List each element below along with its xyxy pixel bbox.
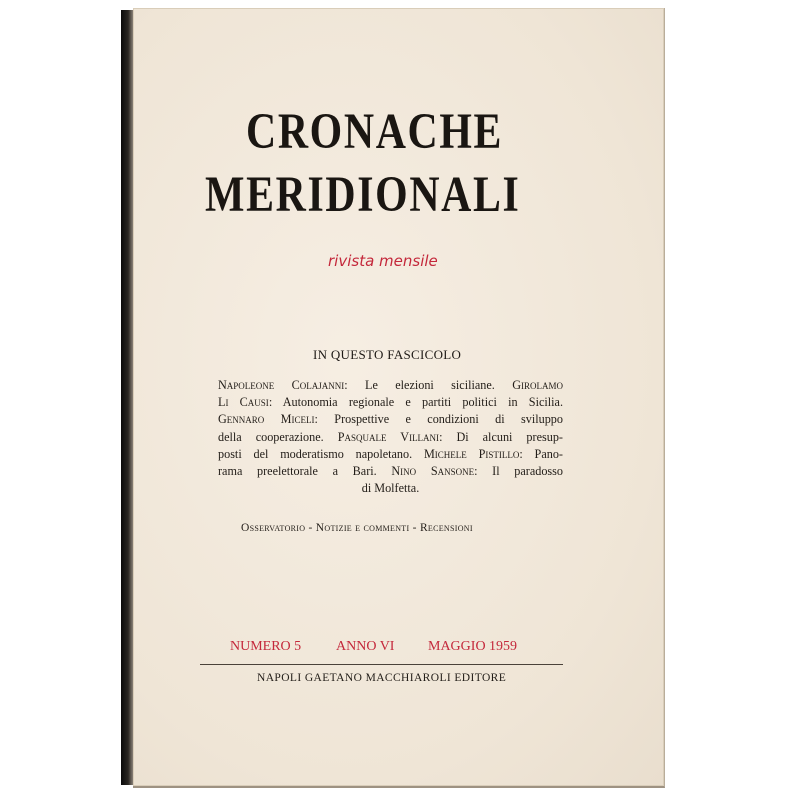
issue-date: MAGGIO 1959 [428, 639, 518, 654]
article-title: della cooperazione. [218, 429, 338, 444]
title-line-2: MERIDIONALI [205, 167, 521, 223]
contents-line [218, 429, 563, 446]
contents-line [218, 480, 563, 497]
article-title: di Molfetta. [361, 481, 420, 496]
contents-line [218, 377, 563, 394]
author-name: Girolamo [512, 378, 563, 392]
title-line-1: CRONACHE [246, 104, 504, 160]
article-title: : Autonomia regionale e partiti politici in Sicilia. [268, 395, 563, 410]
article-title: rama preelettorale a Bari. [218, 464, 392, 479]
article-title: : Prospettive e condizioni di sviluppo [314, 412, 563, 427]
table-of-contents [218, 377, 563, 497]
publisher-line: NAPOLI GAETANO MACCHIAROLI EDITORE [257, 672, 507, 684]
author-name: Pasquale Villani [337, 429, 440, 444]
subtitle: rivista mensile [328, 252, 438, 270]
article-title: : Il paradosso [474, 464, 564, 479]
author-name: Nino Sansone [391, 464, 475, 479]
author-name: Li Causi [218, 395, 269, 410]
contents-line [218, 446, 563, 463]
issue-year: ANNO VI [336, 639, 395, 654]
article-title: : Le elezioni siciliane. [344, 378, 513, 392]
article-title: : Di alcuni presup- [439, 429, 563, 444]
contents-line [218, 463, 563, 480]
sections-line: Osservatorio - Notizie e commenti - Recensioni [241, 522, 473, 534]
author-name: Napoleone Colajanni [218, 378, 345, 392]
contents-heading: IN QUESTO FASCICOLO [313, 347, 462, 362]
contents-line [218, 394, 563, 411]
author-name: Michele Pistillo [423, 446, 520, 461]
spine-shadow [121, 10, 133, 785]
contents-line [218, 411, 563, 428]
issue-number: NUMERO 5 [230, 639, 302, 654]
author-name: Gennaro Miceli [218, 412, 315, 427]
divider-rule [200, 664, 563, 665]
magazine-cover [133, 8, 665, 788]
article-title: : Pano- [519, 446, 563, 461]
article-title: posti del moderatismo napoletano. [218, 446, 424, 461]
